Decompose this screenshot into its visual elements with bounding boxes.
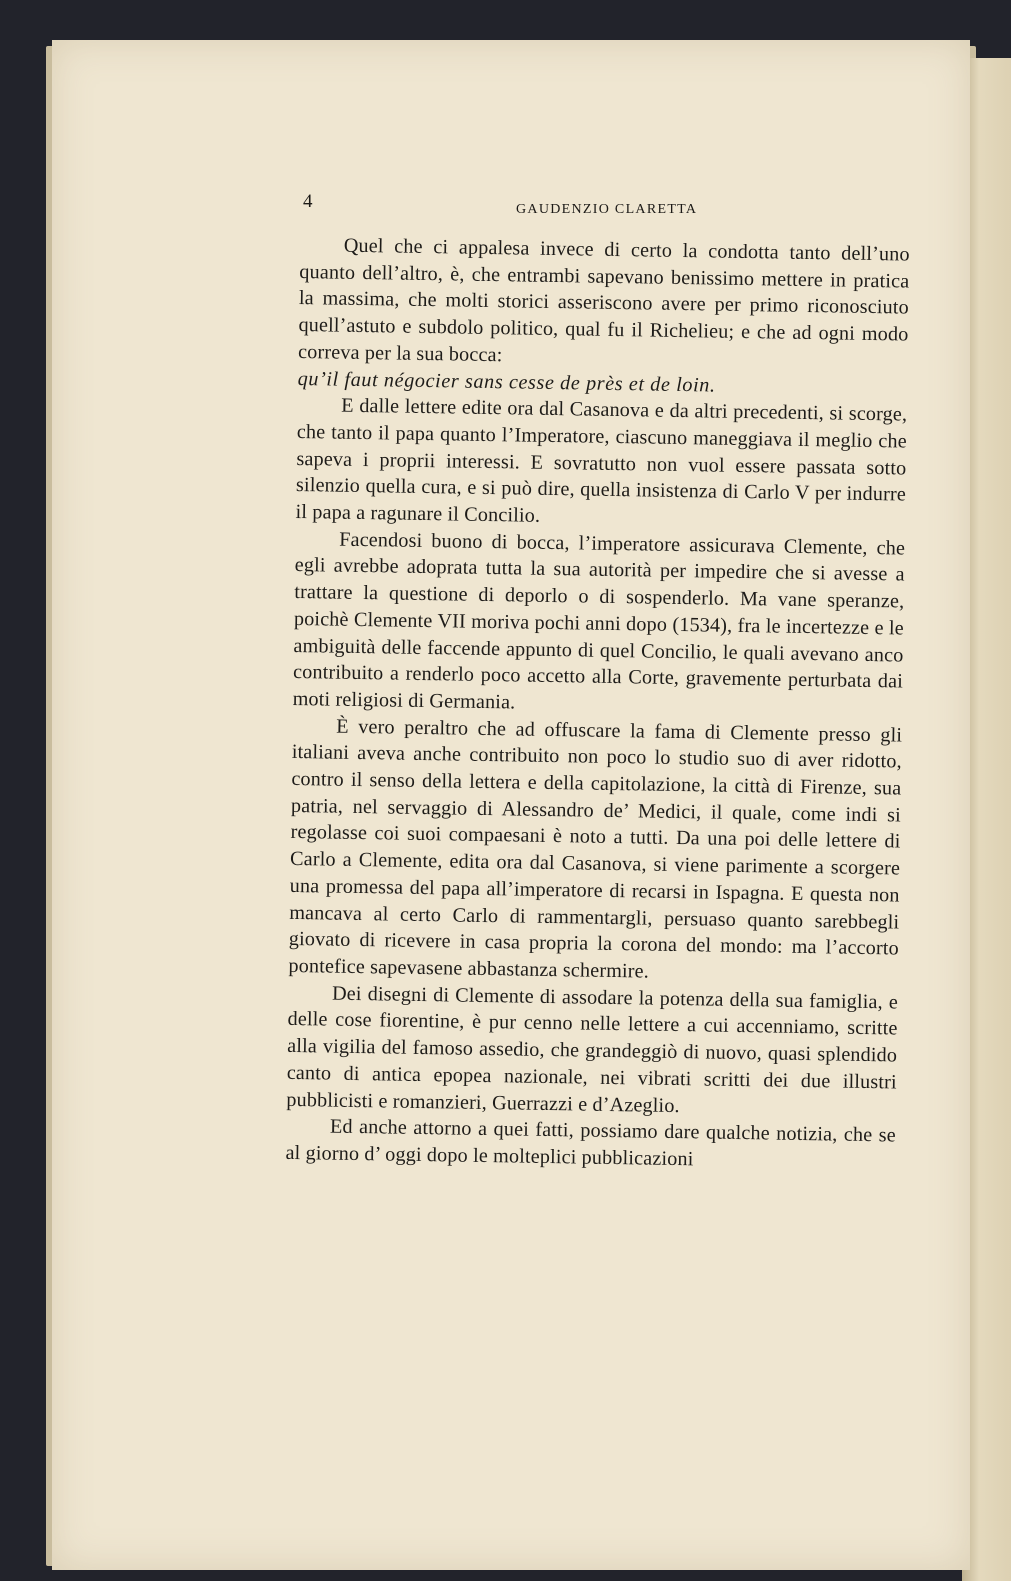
running-head: GAUDENZIO CLARETTA — [516, 202, 698, 217]
italic-quote: qu’il faut négocier sans cesse de près et de loin. — [297, 367, 716, 397]
page-number: 4 — [303, 191, 313, 212]
paragraph-1: Quel che ci appalesa invece di certo la condotta tanto dell’uno quanto dell’altro, è, che entrambi sapevano benissimo mettere in pratica la massima, che molti storici asseriscono avere per primo riconosciuto quell’astuto e subdolo politico, qual fu il Richelieu; e che ad ogni modo correva per la sua bocca: — [297, 234, 910, 367]
paragraph-5: Dei disegni di Clemente di assodare la potenza della sua famiglia, e delle cose fiorentine, è pur cenno nelle lettere a cui accenniamo, scritte alla vigilia del famoso assedio, che grandeggiò di nuovo, quasi splendido canto di antica epopea nazionale, nei vibrati scritti dei due illustri pubblicisti e romanzieri, Guerrazzi e d’Azeglio. — [286, 982, 899, 1117]
paragraph-4: È vero peraltro che ad offuscare la fama di Clemente presso gli italiani aveva anche contribuito non poco lo studio suo di aver ridotto, contro il senso della lettera e della capitolazione, la città di Firenze, sua patria, nel servaggio di Alessandro de’ Medici, il quale, come indi si regolasse coi suoi compaesani è noto a tutti. Da una poi delle lettere di Carlo a Clemente, edita ora dal Casanova, si viene parimente a scorgere una promessa del papa all’imperatore di recarsi in Ispagna. E questa non mancava al certo Carlo di rammentargli, persuaso quanto sarebbegli giovato di ricevere in casa propria la corona del mondo: ma l’accorto pontefice sapevasene abbastanza schermire. — [288, 715, 903, 983]
body-text — [285, 232, 910, 1176]
book-page — [52, 40, 970, 1570]
paragraph-6: Ed anche attorno a quei fatti, possiamo dare qualche notizia, che se al giorno d’ oggi dopo le molteplici pubblicazioni — [285, 1115, 897, 1171]
paragraph-2: E dalle lettere edite ora dal Casanova e da altri precedenti, si scorge, che tanto il papa quanto l’Imperatore, ciascuno maneggiava il meglio che sapeva i proprii interessi. E sovratutto non vuol essere passata sotto silenzio quella cura, e si può dire, quella insistenza di Carlo V per indurre il papa a ragunare il Concilio. — [295, 394, 908, 527]
paragraph-3: Facendosi buono di bocca, l’imperatore assicurava Clemente, che egli avrebbe adoprata tutta la sua autorità per impedire che si avesse a trattare la questione di deporlo o di sospenderlo. Ma vane speranze, poichè Clemente VII moriva pochi anni dopo (1534), fra le incertezze e le ambiguità delle faccende appunto di quel Concilio, le quali avevano anco contribuito a renderlo poco accetto alla Corte, gravemente perturbata dai moti religiosi di Germania. — [292, 528, 906, 714]
